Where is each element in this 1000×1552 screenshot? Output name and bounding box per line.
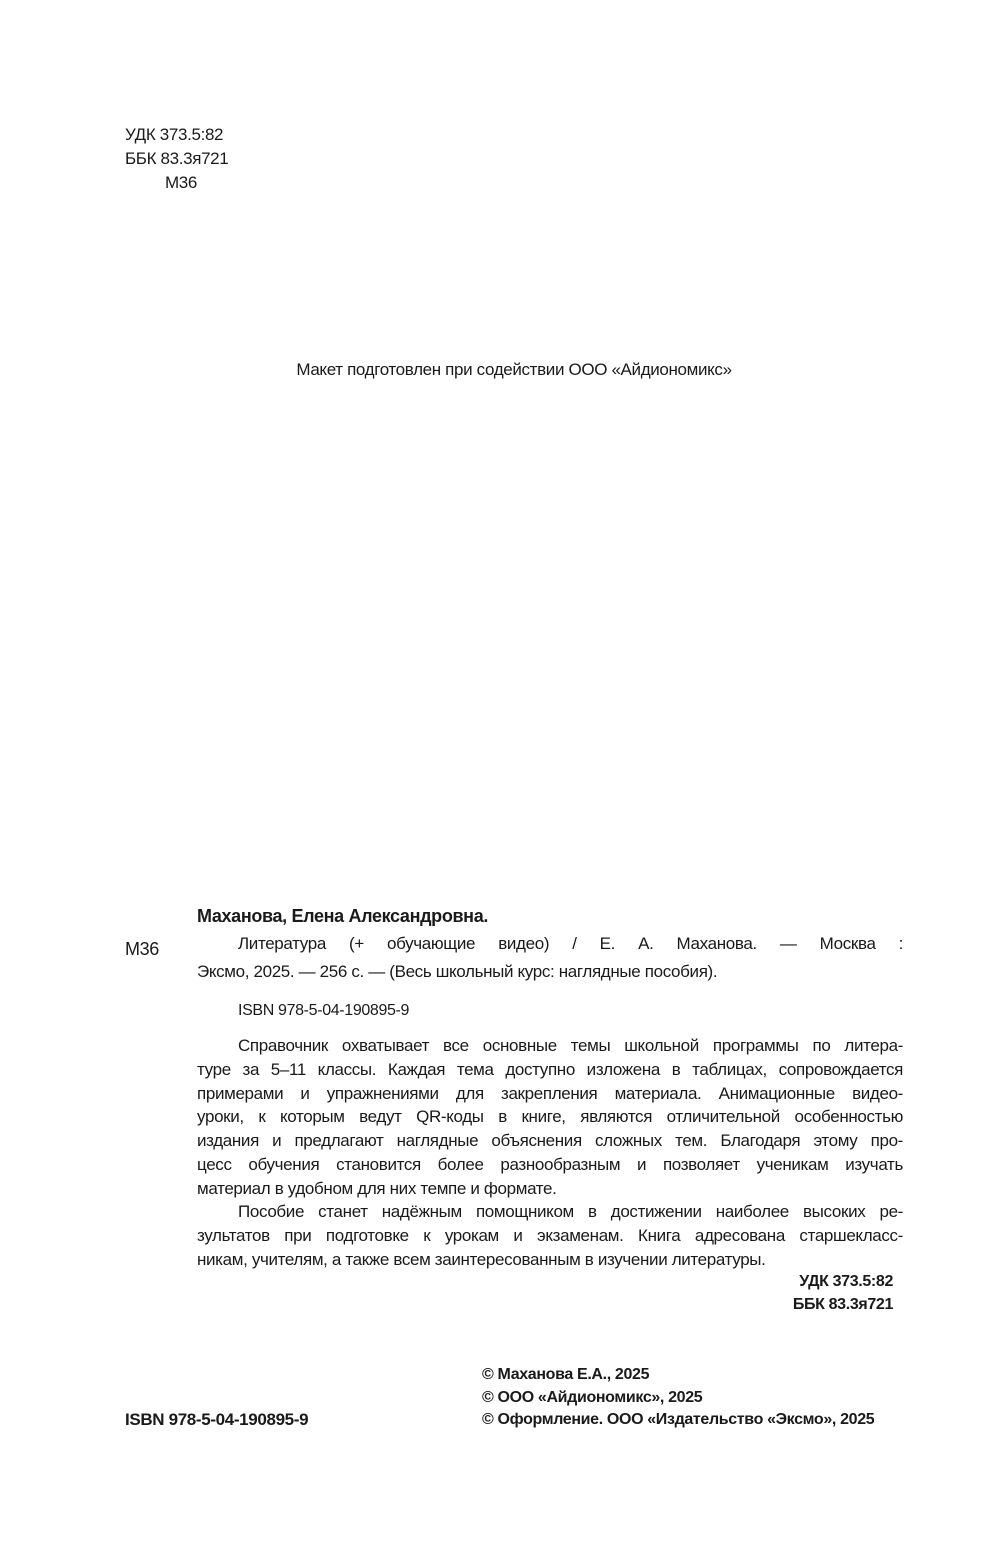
abstract-line: Пособие станет надёжным помощником в достижении наиболее высоких ре-: [238, 1202, 903, 1221]
catalog-udk: УДК 373.5:82: [799, 1273, 893, 1290]
abstract-line: туре за 5–11 классы. Каждая тема доступно изложена в таблицах, сопровождается: [197, 1060, 903, 1079]
abstract-line: никам, учителям, а также всем заинтересованным в изучении литературы.: [197, 1250, 766, 1269]
catalog-bbk: ББК 83.3я721: [792, 1296, 893, 1313]
footer-isbn: ISBN 978-5-04-190895-9: [125, 1410, 309, 1429]
abstract-line: зультатов при подготовке к урокам и экзаменам. Книга адресована старшекласс-: [197, 1226, 903, 1245]
abstract-line: издания и предлагают наглядные объяснения сложных тем. Благодаря этому про-: [197, 1131, 903, 1150]
bbk-index: ББК 83.3я721: [125, 149, 229, 168]
catalog-isbn: ISBN 978-5-04-190895-9: [238, 1002, 410, 1019]
udk-index: УДК 373.5:82: [125, 125, 224, 144]
abstract-line: Справочник охватывает все основные темы школьной программы по литера-: [238, 1036, 903, 1055]
abstract-line: уроки, к которым ведут QR-коды в книге, являются отличительной особенностью: [197, 1107, 903, 1126]
abstract-line: примерами и упражнениями для закрепления материала. Анимационные видео-: [197, 1084, 903, 1103]
copyright-line: © Оформление. ООО «Издательство «Эксмо», 2025: [482, 1411, 875, 1428]
abstract-line: цесс обучения становится более разнообразным и позволяет ученикам изучать: [197, 1155, 903, 1174]
catalog-title-line: Литература (+ обучающие видео) / Е. А. Маханова. — Москва :: [238, 934, 903, 953]
author-mark: М36: [165, 173, 198, 192]
catalog-title-line: Эксмо, 2025. — 256 с. — (Весь школьный курс: наглядные пособия).: [197, 962, 718, 981]
catalog-author-mark: М36: [125, 939, 159, 959]
abstract-line: материал в удобном для них темпе и формате.: [197, 1179, 557, 1198]
copyright-line: © Маханова Е.А., 2025: [482, 1366, 650, 1383]
copyright-line: © ООО «Айдиономикс», 2025: [482, 1389, 703, 1406]
layout-credit: Макет подготовлен при содействии ООО «Айдиономикс»: [296, 360, 732, 379]
catalog-author: Маханова, Елена Александровна.: [197, 906, 489, 926]
